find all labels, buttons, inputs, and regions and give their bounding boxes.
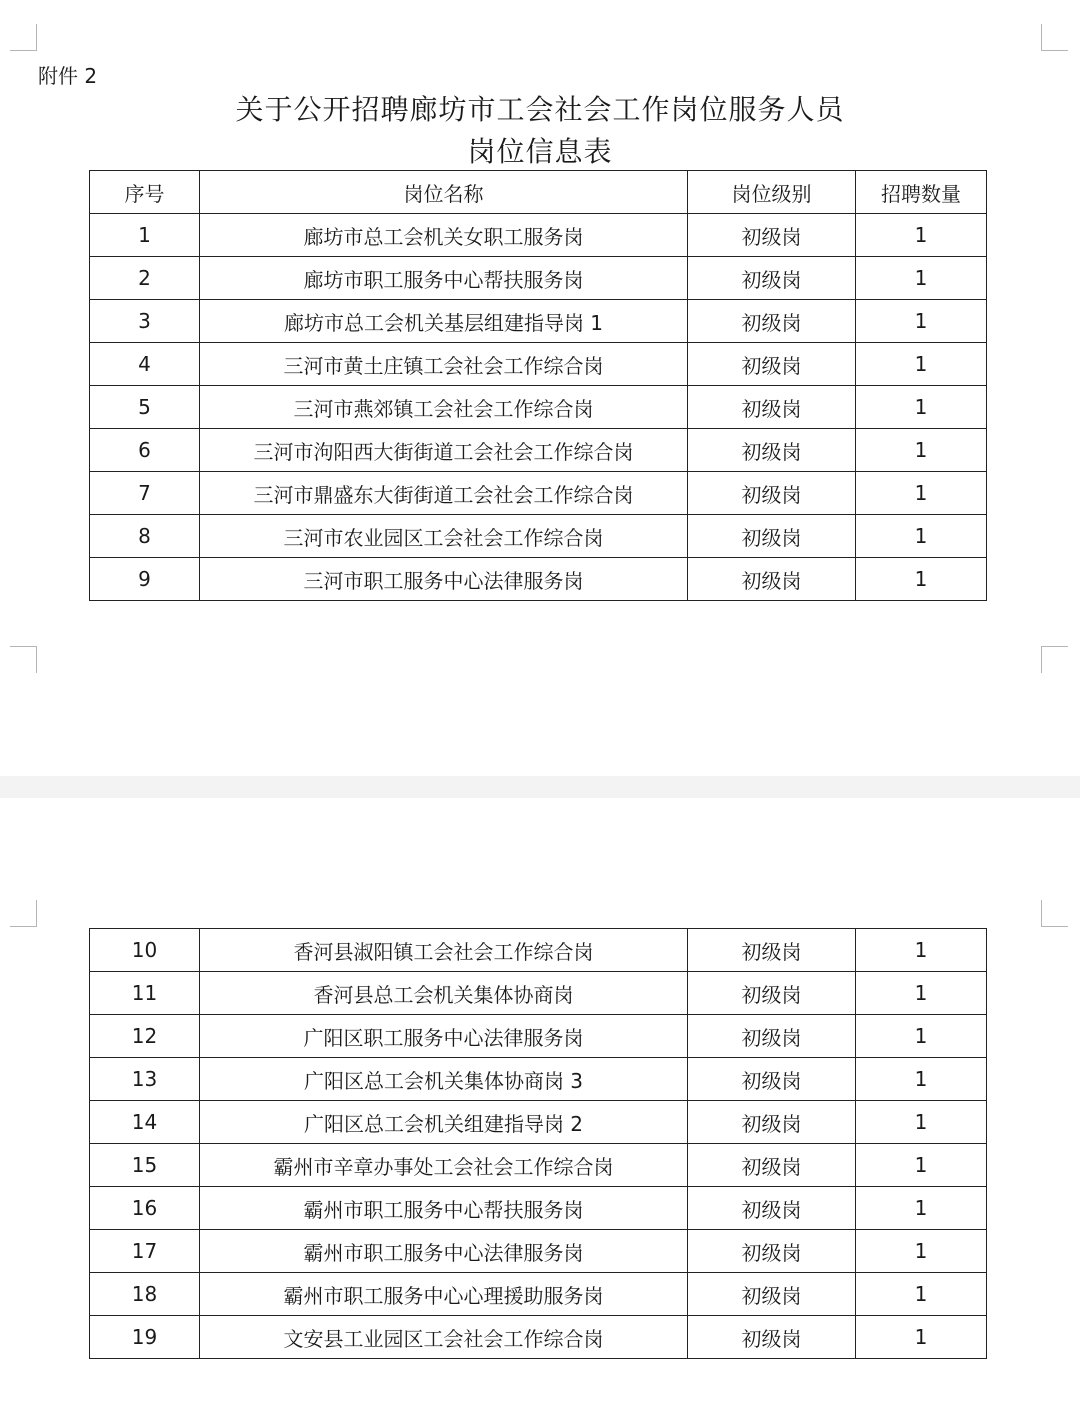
table-row xyxy=(90,1273,987,1316)
cell-count: 1 xyxy=(856,1316,987,1359)
header-seq: 序号 xyxy=(90,171,200,214)
cell-seq: 1 xyxy=(90,214,200,257)
document-title: 关于公开招聘廊坊市工会社会工作岗位服务人员 xyxy=(235,93,845,126)
cell-position-name: 霸州市职工服务中心帮扶服务岗 xyxy=(200,1187,688,1230)
cell-position-name: 三河市农业园区工会社会工作综合岗 xyxy=(200,515,688,558)
cell-count: 1 xyxy=(856,472,987,515)
cell-level: 初级岗 xyxy=(688,1316,856,1359)
cell-seq: 19 xyxy=(90,1316,200,1359)
cell-count: 1 xyxy=(856,558,987,601)
cell-seq: 8 xyxy=(90,515,200,558)
cell-level: 初级岗 xyxy=(688,300,856,343)
attachment-label: 附件 2 xyxy=(38,64,98,88)
table-row xyxy=(90,472,987,515)
table-row xyxy=(90,1316,987,1359)
table-row xyxy=(90,1144,987,1187)
header-count: 招聘数量 xyxy=(856,171,987,214)
cell-position-name: 广阳区总工会机关组建指导岗 2 xyxy=(200,1101,688,1144)
cell-count: 1 xyxy=(856,1015,987,1058)
header-level: 岗位级别 xyxy=(688,171,856,214)
cell-position-name: 广阳区总工会机关集体协商岗 3 xyxy=(200,1058,688,1101)
cell-position-name: 廊坊市总工会机关女职工服务岗 xyxy=(200,214,688,257)
cell-level: 初级岗 xyxy=(688,1058,856,1101)
page-gap xyxy=(0,776,1080,798)
cell-position-name: 三河市燕郊镇工会社会工作综合岗 xyxy=(200,386,688,429)
cell-position-name: 三河市鼎盛东大街街道工会社会工作综合岗 xyxy=(200,472,688,515)
crop-mark xyxy=(1041,900,1068,927)
crop-mark xyxy=(10,900,37,927)
table-row xyxy=(90,515,987,558)
table-header-row xyxy=(90,171,987,214)
table-row xyxy=(90,1015,987,1058)
cell-seq: 14 xyxy=(90,1101,200,1144)
table-row xyxy=(90,214,987,257)
cell-position-name: 廊坊市总工会机关基层组建指导岗 1 xyxy=(200,300,688,343)
cell-seq: 18 xyxy=(90,1273,200,1316)
cell-level: 初级岗 xyxy=(688,343,856,386)
table-row xyxy=(90,558,987,601)
cell-seq: 10 xyxy=(90,929,200,972)
document-page-2 xyxy=(0,798,1080,1422)
cell-position-name: 霸州市职工服务中心心理援助服务岗 xyxy=(200,1273,688,1316)
cell-level: 初级岗 xyxy=(688,429,856,472)
cell-level: 初级岗 xyxy=(688,929,856,972)
cell-position-name: 三河市黄土庄镇工会社会工作综合岗 xyxy=(200,343,688,386)
position-table-continued xyxy=(89,928,987,1359)
table-row xyxy=(90,257,987,300)
crop-mark xyxy=(10,646,37,673)
cell-position-name: 三河市职工服务中心法律服务岗 xyxy=(200,558,688,601)
document-subtitle: 岗位信息表 xyxy=(467,135,613,168)
table-row xyxy=(90,429,987,472)
cell-position-name: 文安县工业园区工会社会工作综合岗 xyxy=(200,1316,688,1359)
cell-level: 初级岗 xyxy=(688,386,856,429)
cell-count: 1 xyxy=(856,1230,987,1273)
table-row xyxy=(90,1187,987,1230)
cell-position-name: 广阳区职工服务中心法律服务岗 xyxy=(200,1015,688,1058)
cell-position-name: 香河县淑阳镇工会社会工作综合岗 xyxy=(200,929,688,972)
position-table xyxy=(89,170,987,601)
cell-level: 初级岗 xyxy=(688,214,856,257)
cell-seq: 13 xyxy=(90,1058,200,1101)
cell-seq: 17 xyxy=(90,1230,200,1273)
cell-position-name: 三河市泃阳西大街街道工会社会工作综合岗 xyxy=(200,429,688,472)
cell-seq: 5 xyxy=(90,386,200,429)
cell-level: 初级岗 xyxy=(688,1230,856,1273)
cell-count: 1 xyxy=(856,1144,987,1187)
cell-position-name: 廊坊市职工服务中心帮扶服务岗 xyxy=(200,257,688,300)
cell-level: 初级岗 xyxy=(688,1144,856,1187)
crop-mark xyxy=(10,24,37,51)
cell-count: 1 xyxy=(856,214,987,257)
table-row xyxy=(90,1230,987,1273)
cell-level: 初级岗 xyxy=(688,515,856,558)
cell-count: 1 xyxy=(856,257,987,300)
cell-level: 初级岗 xyxy=(688,558,856,601)
table-row xyxy=(90,343,987,386)
table-row xyxy=(90,300,987,343)
table-row xyxy=(90,929,987,972)
cell-position-name: 霸州市辛章办事处工会社会工作综合岗 xyxy=(200,1144,688,1187)
cell-count: 1 xyxy=(856,1187,987,1230)
cell-level: 初级岗 xyxy=(688,972,856,1015)
cell-level: 初级岗 xyxy=(688,1015,856,1058)
cell-seq: 7 xyxy=(90,472,200,515)
header-name: 岗位名称 xyxy=(200,171,688,214)
cell-count: 1 xyxy=(856,300,987,343)
table-row xyxy=(90,1101,987,1144)
cell-level: 初级岗 xyxy=(688,1187,856,1230)
cell-seq: 4 xyxy=(90,343,200,386)
cell-count: 1 xyxy=(856,929,987,972)
cell-seq: 12 xyxy=(90,1015,200,1058)
crop-mark xyxy=(1041,24,1068,51)
cell-seq: 3 xyxy=(90,300,200,343)
cell-count: 1 xyxy=(856,1101,987,1144)
cell-seq: 2 xyxy=(90,257,200,300)
cell-count: 1 xyxy=(856,429,987,472)
cell-level: 初级岗 xyxy=(688,1273,856,1316)
cell-count: 1 xyxy=(856,972,987,1015)
cell-seq: 16 xyxy=(90,1187,200,1230)
cell-count: 1 xyxy=(856,386,987,429)
cell-count: 1 xyxy=(856,343,987,386)
cell-level: 初级岗 xyxy=(688,257,856,300)
cell-count: 1 xyxy=(856,1273,987,1316)
cell-seq: 15 xyxy=(90,1144,200,1187)
cell-level: 初级岗 xyxy=(688,1101,856,1144)
cell-seq: 11 xyxy=(90,972,200,1015)
table-row xyxy=(90,972,987,1015)
cell-level: 初级岗 xyxy=(688,472,856,515)
cell-seq: 9 xyxy=(90,558,200,601)
crop-mark xyxy=(1041,646,1068,673)
cell-seq: 6 xyxy=(90,429,200,472)
cell-position-name: 霸州市职工服务中心法律服务岗 xyxy=(200,1230,688,1273)
table-row xyxy=(90,1058,987,1101)
cell-count: 1 xyxy=(856,1058,987,1101)
table-row xyxy=(90,386,987,429)
cell-count: 1 xyxy=(856,515,987,558)
cell-position-name: 香河县总工会机关集体协商岗 xyxy=(200,972,688,1015)
